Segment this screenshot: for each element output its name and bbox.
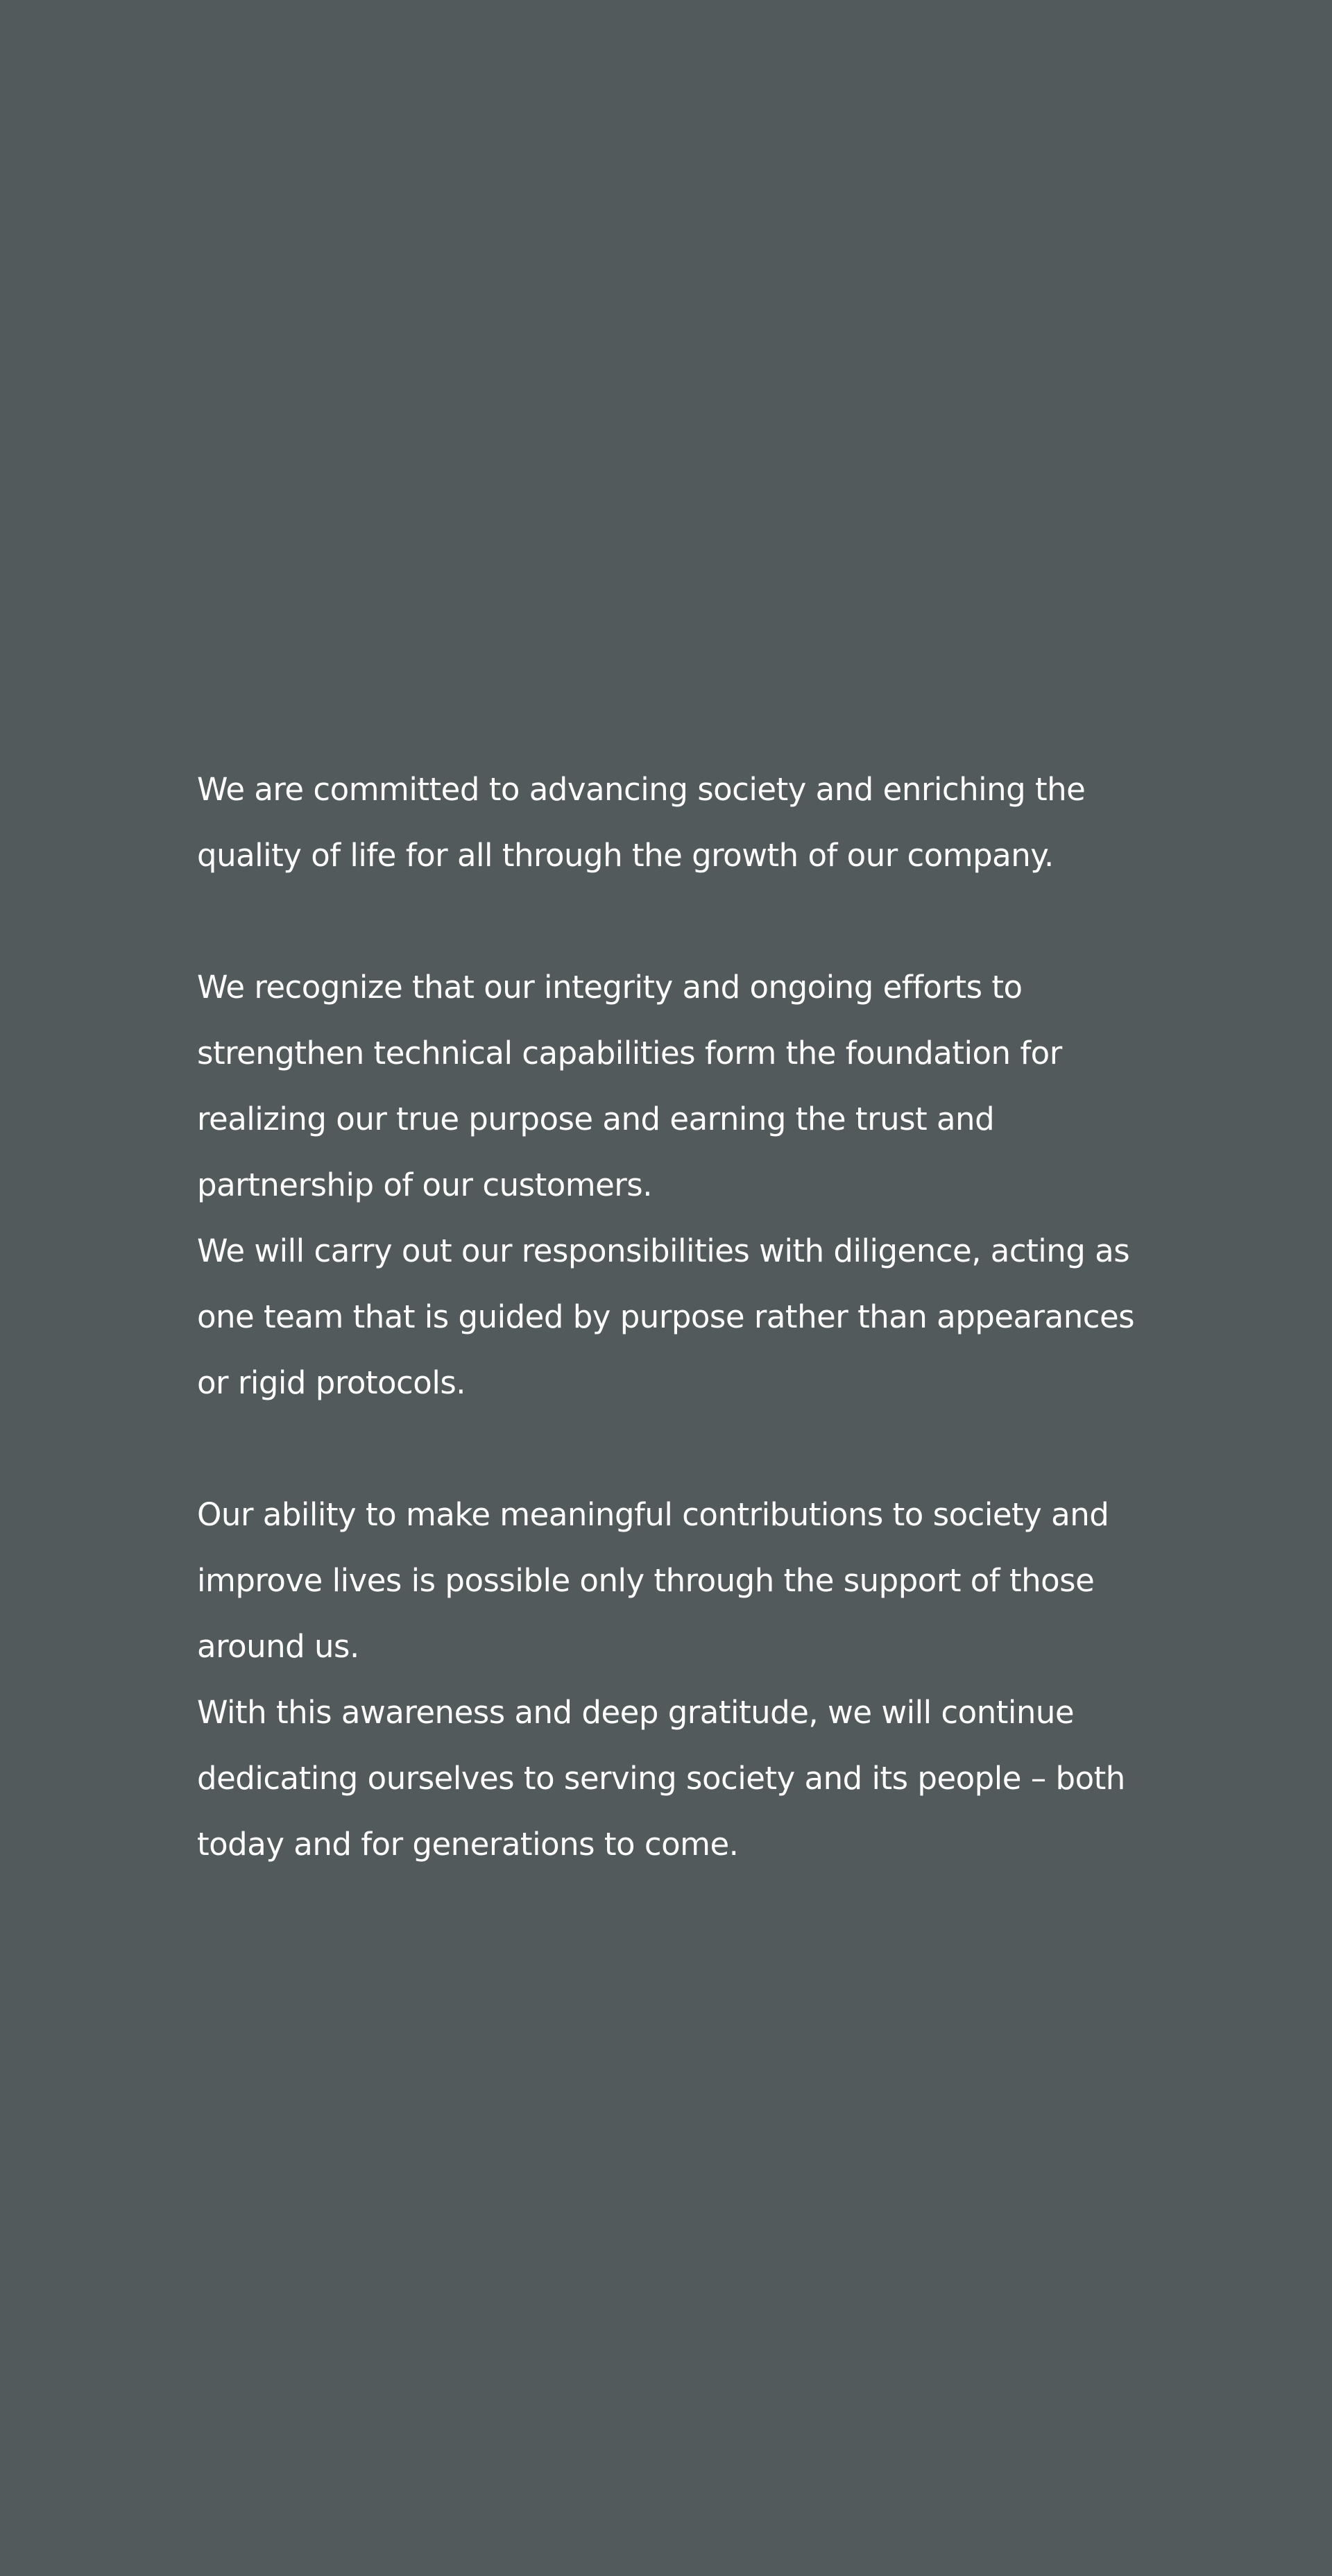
statement-paragraph-commitment	[197, 756, 1168, 888]
statement-line: We will carry out our responsibilities with diligence, acting as	[197, 1232, 1130, 1269]
statement-line: or rigid protocols.	[197, 1364, 466, 1401]
statement-line: We recognize that our integrity and ongoing efforts to	[197, 969, 1023, 1006]
statement-line: one team that is guided by purpose rather than appearances	[197, 1298, 1135, 1335]
statement-line: partnership of our customers.	[197, 1167, 653, 1203]
statement-paragraph-gratitude	[197, 1482, 1168, 1877]
statement-line: strengthen technical capabilities form the foundation for	[197, 1035, 1062, 1071]
statement-line: We are committed to advancing society and enriching the	[197, 771, 1086, 808]
statement-line: realizing our true purpose and earning the trust and	[197, 1101, 995, 1137]
statement-line: today and for generations to come.	[197, 1826, 739, 1863]
statement-line: dedicating ourselves to serving society and its people – both	[197, 1760, 1125, 1797]
statement-line: With this awareness and deep gratitude, we will continue	[197, 1694, 1075, 1731]
statement-paragraph-integrity	[197, 954, 1168, 1416]
statement-line: around us.	[197, 1628, 359, 1665]
statement-line: Our ability to make meaningful contributions to society and	[197, 1496, 1109, 1533]
statement-line: quality of life for all through the growth of our company.	[197, 837, 1054, 874]
statement-line: improve lives is possible only through the support of those	[197, 1562, 1095, 1599]
corporate-statement	[197, 756, 1168, 1877]
